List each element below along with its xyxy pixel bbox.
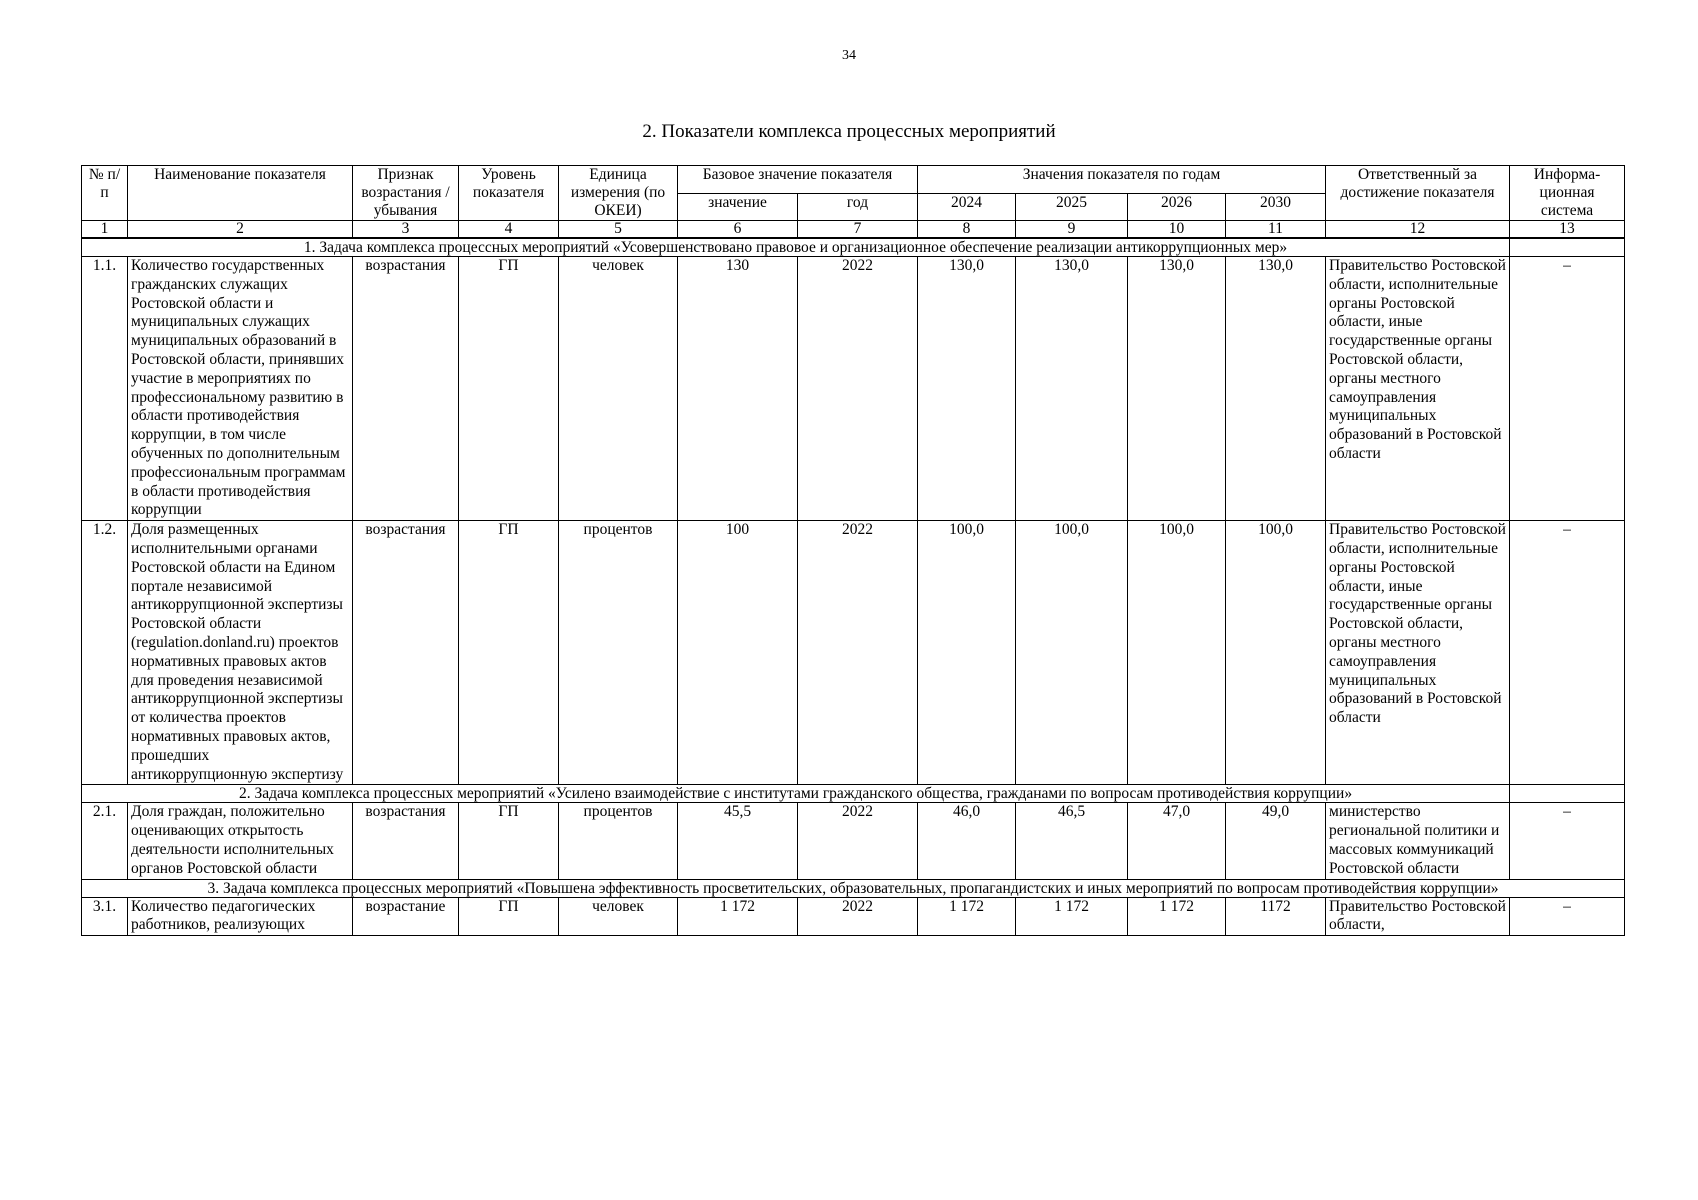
- value-2025: 1 172: [1016, 897, 1128, 936]
- value-2025: 130,0: [1016, 257, 1128, 521]
- column-number: 11: [1226, 221, 1326, 239]
- value-2024: 1 172: [918, 897, 1016, 936]
- value-2030: 100,0: [1226, 521, 1326, 785]
- value-2030: 1172: [1226, 897, 1326, 936]
- indicator-sign: возрастания: [353, 803, 459, 879]
- row-num: 2.1.: [82, 803, 128, 879]
- indicator-level: ГП: [459, 521, 559, 785]
- task-blank-cell: [1510, 785, 1625, 803]
- column-number: 10: [1128, 221, 1226, 239]
- indicators-table: [81, 165, 1625, 936]
- column-number: 8: [918, 221, 1016, 239]
- row-num: 1.1.: [82, 257, 128, 521]
- indicator-name: Количество педагогических работников, реализующих: [128, 897, 353, 936]
- header-row-1: [82, 166, 1625, 194]
- value-2030: 130,0: [1226, 257, 1326, 521]
- column-number: 3: [353, 221, 459, 239]
- col-years-group-header: Значения показателя по годам: [918, 166, 1326, 194]
- value-2026: 100,0: [1128, 521, 1226, 785]
- indicator-sign: возрастания: [353, 521, 459, 785]
- responsible: Правительство Ростовской области, исполнительные органы Ростовской области, иные государственные органы Ростовской области, органы местного самоуправления муниципальных образований в Ростовской области: [1326, 257, 1510, 521]
- row-num: 3.1.: [82, 897, 128, 936]
- value-2025: 100,0: [1016, 521, 1128, 785]
- col-name-header: Наименование показателя: [128, 166, 353, 221]
- column-number: 2: [128, 221, 353, 239]
- value-2026: 130,0: [1128, 257, 1226, 521]
- base-year: 2022: [798, 257, 918, 521]
- value-2024: 100,0: [918, 521, 1016, 785]
- column-number: 13: [1510, 221, 1625, 239]
- base-value: 1 172: [678, 897, 798, 936]
- column-number: 12: [1326, 221, 1510, 239]
- value-2030: 49,0: [1226, 803, 1326, 879]
- indicator-level: ГП: [459, 897, 559, 936]
- task-title: 3. Задача комплекса процессных мероприятий «Повышена эффективность просветительских, образовательных, пропагандистских и иных мероприятий по вопросам противодействия коррупции»: [82, 879, 1625, 897]
- page-title: 2. Показатели комплекса процессных мероприятий: [642, 121, 1056, 142]
- indicator-sign: возрастание: [353, 897, 459, 936]
- task-row: [82, 238, 1625, 257]
- column-numbers-row: [82, 221, 1625, 239]
- column-number: 1: [82, 221, 128, 239]
- indicator-unit: человек: [559, 897, 678, 936]
- col-responsible-header: Ответственный за достижение показателя: [1326, 166, 1510, 221]
- indicator-name: Доля граждан, положительно оценивающих открытость деятельности исполнительных органов Ростовской области: [128, 803, 353, 879]
- column-number: 7: [798, 221, 918, 239]
- indicator-name: Количество государственных гражданских служащих Ростовской области и муниципальных служащих муниципальных образований в Ростовской области, принявших участие в мероприятиях по профессиональному развитию в области противодействия коррупции, в том числе обученных по дополнительным профессиональным программам в области противодействия коррупции: [128, 257, 353, 521]
- col-base-year-header: год: [798, 193, 918, 221]
- base-value: 100: [678, 521, 798, 785]
- info-system: –: [1510, 521, 1625, 785]
- indicator-sign: возрастания: [353, 257, 459, 521]
- value-2024: 130,0: [918, 257, 1016, 521]
- value-2026: 1 172: [1128, 897, 1226, 936]
- table-row: [82, 257, 1625, 521]
- column-number: 5: [559, 221, 678, 239]
- table-row: [82, 521, 1625, 785]
- base-year: 2022: [798, 897, 918, 936]
- column-number: 4: [459, 221, 559, 239]
- row-num: 1.2.: [82, 521, 128, 785]
- responsible: Правительство Ростовской области,: [1326, 897, 1510, 936]
- col-2025-header: 2025: [1016, 193, 1128, 221]
- col-info-system-header: Информа-ционная система: [1510, 166, 1625, 221]
- responsible: Правительство Ростовской области, исполнительные органы Ростовской области, иные государственные органы Ростовской области, органы местного самоуправления муниципальных образований в Ростовской области: [1326, 521, 1510, 785]
- col-level-header: Уровень показателя: [459, 166, 559, 221]
- info-system: –: [1510, 897, 1625, 936]
- task-blank-cell: [1510, 238, 1625, 257]
- column-number: 6: [678, 221, 798, 239]
- info-system: –: [1510, 803, 1625, 879]
- base-value: 45,5: [678, 803, 798, 879]
- value-2024: 46,0: [918, 803, 1016, 879]
- table-row: [82, 897, 1625, 936]
- indicator-level: ГП: [459, 257, 559, 521]
- indicator-level: ГП: [459, 803, 559, 879]
- col-sign-header: Признак возрастания / убывания: [353, 166, 459, 221]
- base-year: 2022: [798, 803, 918, 879]
- responsible: министерство региональной политики и массовых коммуникаций Ростовской области: [1326, 803, 1510, 879]
- indicator-unit: процентов: [559, 521, 678, 785]
- col-unit-header: Единица измерения (по ОКЕИ): [559, 166, 678, 221]
- column-number: 9: [1016, 221, 1128, 239]
- col-base-value-header: значение: [678, 193, 798, 221]
- task-row: [82, 879, 1625, 897]
- col-base-group-header: Базовое значение показателя: [678, 166, 918, 194]
- task-title: 1. Задача комплекса процессных мероприятий «Усовершенствовано правовое и организационное обеспечение реализации антикоррупционных мер»: [82, 238, 1510, 257]
- table-row: [82, 803, 1625, 879]
- value-2026: 47,0: [1128, 803, 1226, 879]
- value-2025: 46,5: [1016, 803, 1128, 879]
- base-year: 2022: [798, 521, 918, 785]
- col-2030-header: 2030: [1226, 193, 1326, 221]
- col-num-header: № п/п: [82, 166, 128, 221]
- indicator-name: Доля размещенных исполнительными органами Ростовской области на Едином портале независимой антикоррупционной экспертизы Ростовской области (regulation.donland.ru) проектов нормативных правовых актов для проведения независимой антикоррупционной экспертизы от количества проектов нормативных правовых актов, прошедших антикоррупционную экспертизу: [128, 521, 353, 785]
- page-number: 34: [842, 48, 856, 63]
- indicator-unit: человек: [559, 257, 678, 521]
- task-row: [82, 785, 1625, 803]
- task-title: 2. Задача комплекса процессных мероприятий «Усилено взаимодействие с институтами гражданского общества, гражданами по вопросам противодействия коррупции»: [82, 785, 1510, 803]
- col-2024-header: 2024: [918, 193, 1016, 221]
- col-2026-header: 2026: [1128, 193, 1226, 221]
- base-value: 130: [678, 257, 798, 521]
- info-system: –: [1510, 257, 1625, 521]
- indicator-unit: процентов: [559, 803, 678, 879]
